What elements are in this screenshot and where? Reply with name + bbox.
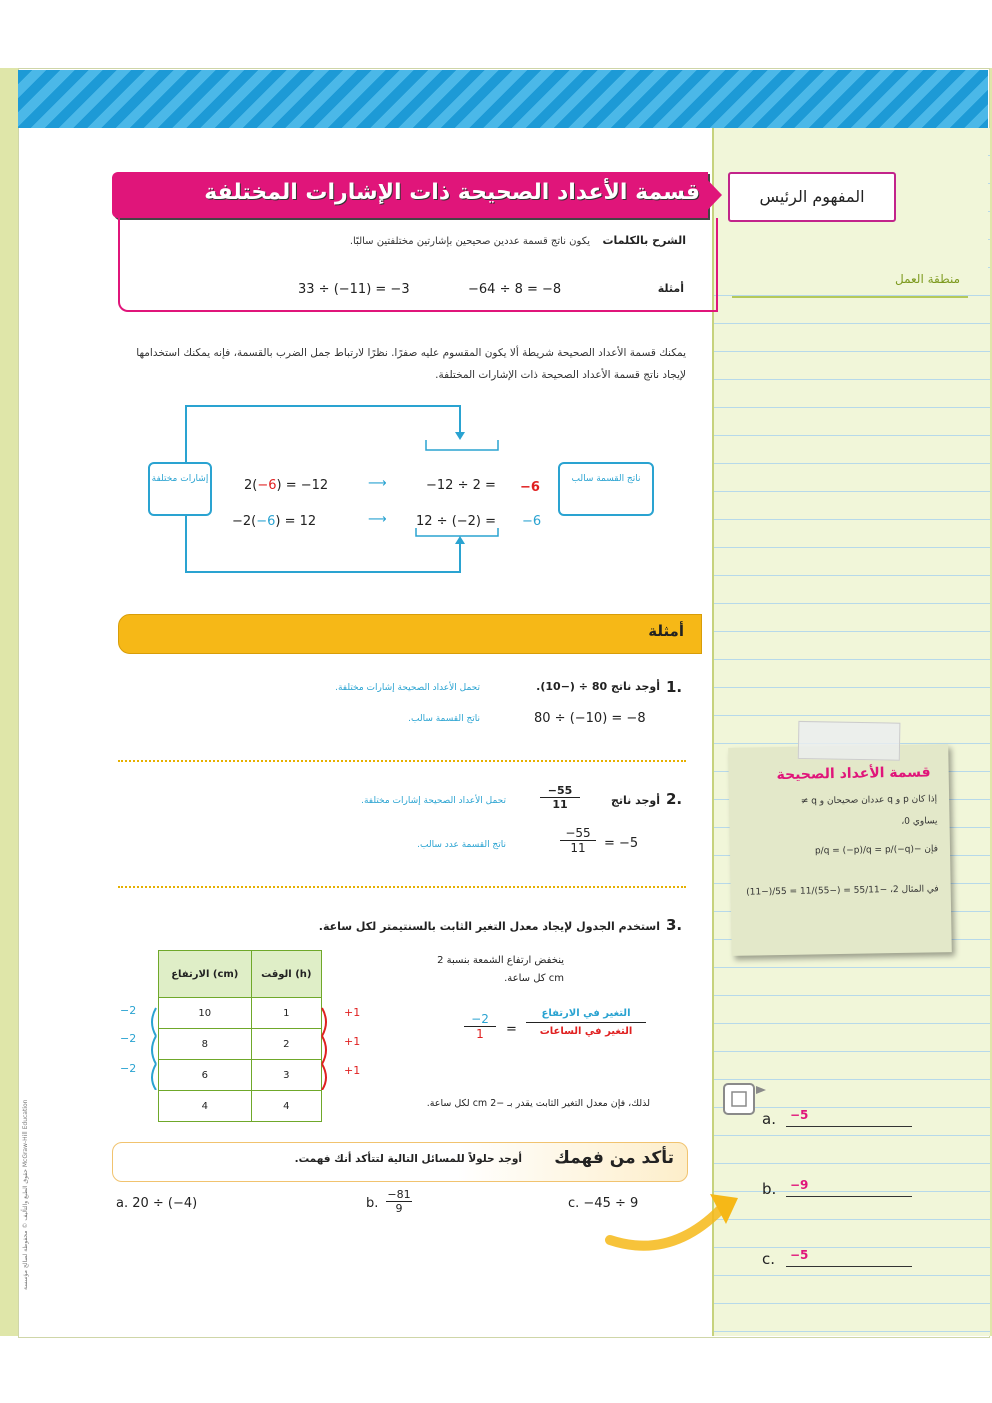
check-problem-a: a. 20 ÷ (−4)	[116, 1196, 198, 1211]
ex2-prompt: أوجد ناتج	[610, 794, 660, 807]
answer-a-label: a.	[762, 1110, 776, 1128]
separator-2	[118, 886, 686, 888]
table-header-row	[159, 951, 322, 998]
examples-label: أمثلة	[657, 282, 684, 295]
rate-num-label: التغير في الارتفاع	[526, 1008, 646, 1023]
change-left-1: −2	[120, 1004, 137, 1017]
table-cell: 3	[251, 1060, 321, 1091]
table-change-brackets	[140, 1000, 340, 1090]
ex1-work: 80 ÷ (−10) = −8	[534, 711, 646, 726]
diagram-arrow-1: ⟶	[368, 476, 387, 491]
ex1-note2: ناتج القسمة سالب.	[408, 714, 480, 724]
rate-fraction-words	[526, 1008, 646, 1037]
answer-b-value: −9	[790, 1178, 809, 1192]
left-margin	[0, 68, 18, 1336]
ex3-number: 3.	[666, 916, 683, 934]
diagram-arrow-2: ⟶	[368, 512, 387, 527]
table-cell: 4	[159, 1091, 252, 1122]
table-cell: 6	[159, 1060, 252, 1091]
ex2-work-num: −55	[560, 826, 596, 841]
key-concept-title: قسمة الأعداد الصحيحة ذات الإشارات المختلفة	[204, 180, 700, 205]
examples-header: أمثلة	[648, 622, 684, 640]
check-problem-c: c. −45 ÷ 9	[568, 1196, 639, 1211]
sticky-line3: فإن −p/q = (−p)/q = p/(−q)	[814, 844, 939, 857]
answer-a-line	[786, 1126, 912, 1127]
table-cell: 10	[159, 998, 252, 1029]
ex1-number: 1.	[666, 678, 683, 696]
change-left-2: −2	[120, 1032, 137, 1045]
check-problem-b-label: b.	[366, 1196, 379, 1211]
words-label: الشرح بالكلمات	[602, 234, 686, 247]
title-arrow	[700, 172, 722, 218]
row2-mult-blue: −6	[256, 514, 276, 529]
rate-fraction-values	[464, 1012, 496, 1041]
key-concept-tab: المفهوم الرئيس	[728, 172, 896, 222]
ex2-note2: ناتج القسمة عدد سالب.	[417, 840, 506, 850]
answer-b-line	[786, 1196, 912, 1197]
check-b-den: 9	[395, 1202, 403, 1215]
ex2-number: 2.	[666, 790, 683, 808]
sticky-line2: يساوي 0،	[901, 816, 938, 827]
curved-arrow-icon	[600, 1180, 750, 1254]
sticky-line4: في المثال 2، −55/11 = (−55)/11 = 55/(−11)	[746, 884, 939, 898]
table-cell: 2	[251, 1029, 321, 1060]
table-row	[159, 1091, 322, 1122]
answer-a-value: −5	[790, 1108, 809, 1122]
answer-b-label: b.	[762, 1180, 777, 1198]
diagram-row2-div: 12 ÷ (−2) =	[416, 514, 497, 529]
check-instruction: أوجد حلولاً للمسائل التالية لتتأكد أنك فهمت.	[294, 1153, 522, 1165]
ex2-frac-num: −55	[540, 784, 580, 798]
ex3-conclusion: لذلك، فإن معدل التغير الثابت يقدر بـ −2 cm لكل ساعة.	[426, 1098, 650, 1109]
answer-c-label: c.	[762, 1250, 776, 1268]
ex1-prompt: أوجد ناتج 80 ÷ (−10).	[536, 680, 660, 693]
change-right-1: +1	[344, 1006, 361, 1019]
table-cell: 8	[159, 1029, 252, 1060]
definition-box	[118, 218, 718, 312]
answer-c-value: −5	[790, 1248, 809, 1262]
change-right-3: +1	[344, 1064, 361, 1077]
diagram-row1-div: −12 ÷ 2 =	[426, 478, 496, 493]
ex2-work-fraction	[560, 826, 596, 855]
rate-den: 1	[476, 1027, 484, 1041]
check-b-num: −81	[387, 1188, 411, 1201]
ex3-prompt: استخدم الجدول لإيجاد معدل التغير الثابت بالسنتيمتر لكل ساعة.	[318, 920, 660, 933]
copyright: حقوق الطبع والتأليف © محفوظة لصالح مؤسسة McGraw-Hill Education	[22, 1099, 29, 1290]
diagram-row2-result: −6	[522, 514, 542, 529]
table-header-height: الارتفاع (cm)	[159, 951, 252, 998]
ex2-work-result: = −5	[604, 836, 639, 851]
ex2-note1: تحمل الأعداد الصحيحة إشارات مختلفة.	[361, 796, 506, 806]
row1-mult-red: −6	[257, 478, 277, 493]
ex3-description: ينخفض ارتفاع الشمعة بنسبة 2 cm كل ساعة.	[437, 955, 564, 984]
work-area-label: منطقة العمل	[894, 272, 960, 286]
sticky-note	[728, 744, 952, 956]
row1-mult-pre: 2(	[244, 478, 258, 493]
pencil-paper-icon	[720, 1080, 768, 1120]
change-left-3: −2	[120, 1062, 137, 1075]
example1: 33 ÷ (−11) = −3	[298, 282, 410, 297]
table-cell: 1	[251, 998, 321, 1029]
sticky-title: قسمة الأعداد الصحيحة	[776, 764, 931, 784]
work-area-underline	[732, 296, 968, 298]
different-signs-box: إشارات مختلفة	[148, 462, 212, 516]
ex2-work-den: 11	[570, 841, 586, 855]
rate-num: −2	[464, 1012, 496, 1027]
diagram-row2-mult	[232, 514, 316, 529]
row2-mult-post: ) = 12	[275, 514, 317, 529]
change-right-2: +1	[344, 1035, 361, 1048]
example2: −64 ÷ 8 = −8	[468, 282, 562, 297]
table-cell: 4	[251, 1091, 321, 1122]
sticky-tape	[798, 721, 901, 761]
intro-paragraph: يمكنك قسمة الأعداد الصحيحة شريطة ألا يكون المقسوم عليه صفرًا. نظرًا لارتباط جمل الضرب بالقسمة، فإنه يمكنك استخدامها لإيجاد ناتج قسمة الأعداد الصحيحة ذات الإشارات المختلفة.	[136, 347, 686, 381]
row2-mult-pre: −2(	[232, 514, 257, 529]
negative-quotient-box: ناتج القسمة سالب	[558, 462, 654, 516]
ex2-fraction	[540, 784, 580, 811]
ex2-frac-den: 11	[552, 798, 568, 811]
answer-c-line	[786, 1266, 912, 1267]
rate-equals: =	[506, 1022, 517, 1037]
words-text: يكون ناتج قسمة عددين صحيحين بإشارتين مختلفتين سالبًا.	[349, 236, 590, 247]
rate-den-label: التغير في الساعات	[539, 1026, 633, 1037]
diagram-row1-result: −6	[520, 480, 540, 495]
check-problem-b-fraction	[386, 1188, 412, 1215]
check-title: تأكد من فهمك	[554, 1148, 674, 1168]
row1-mult-post: ) = −12	[276, 478, 329, 493]
top-stripe-band	[18, 70, 988, 128]
separator-1	[118, 760, 686, 762]
ex1-note1: تحمل الأعداد الصحيحة إشارات مختلفة.	[335, 683, 480, 693]
diagram-row1-mult	[244, 478, 328, 493]
table-header-time: الوقت (h)	[251, 951, 321, 998]
sticky-line1: إذا كان p و q عددان صحيحان و q ≠	[800, 794, 938, 807]
